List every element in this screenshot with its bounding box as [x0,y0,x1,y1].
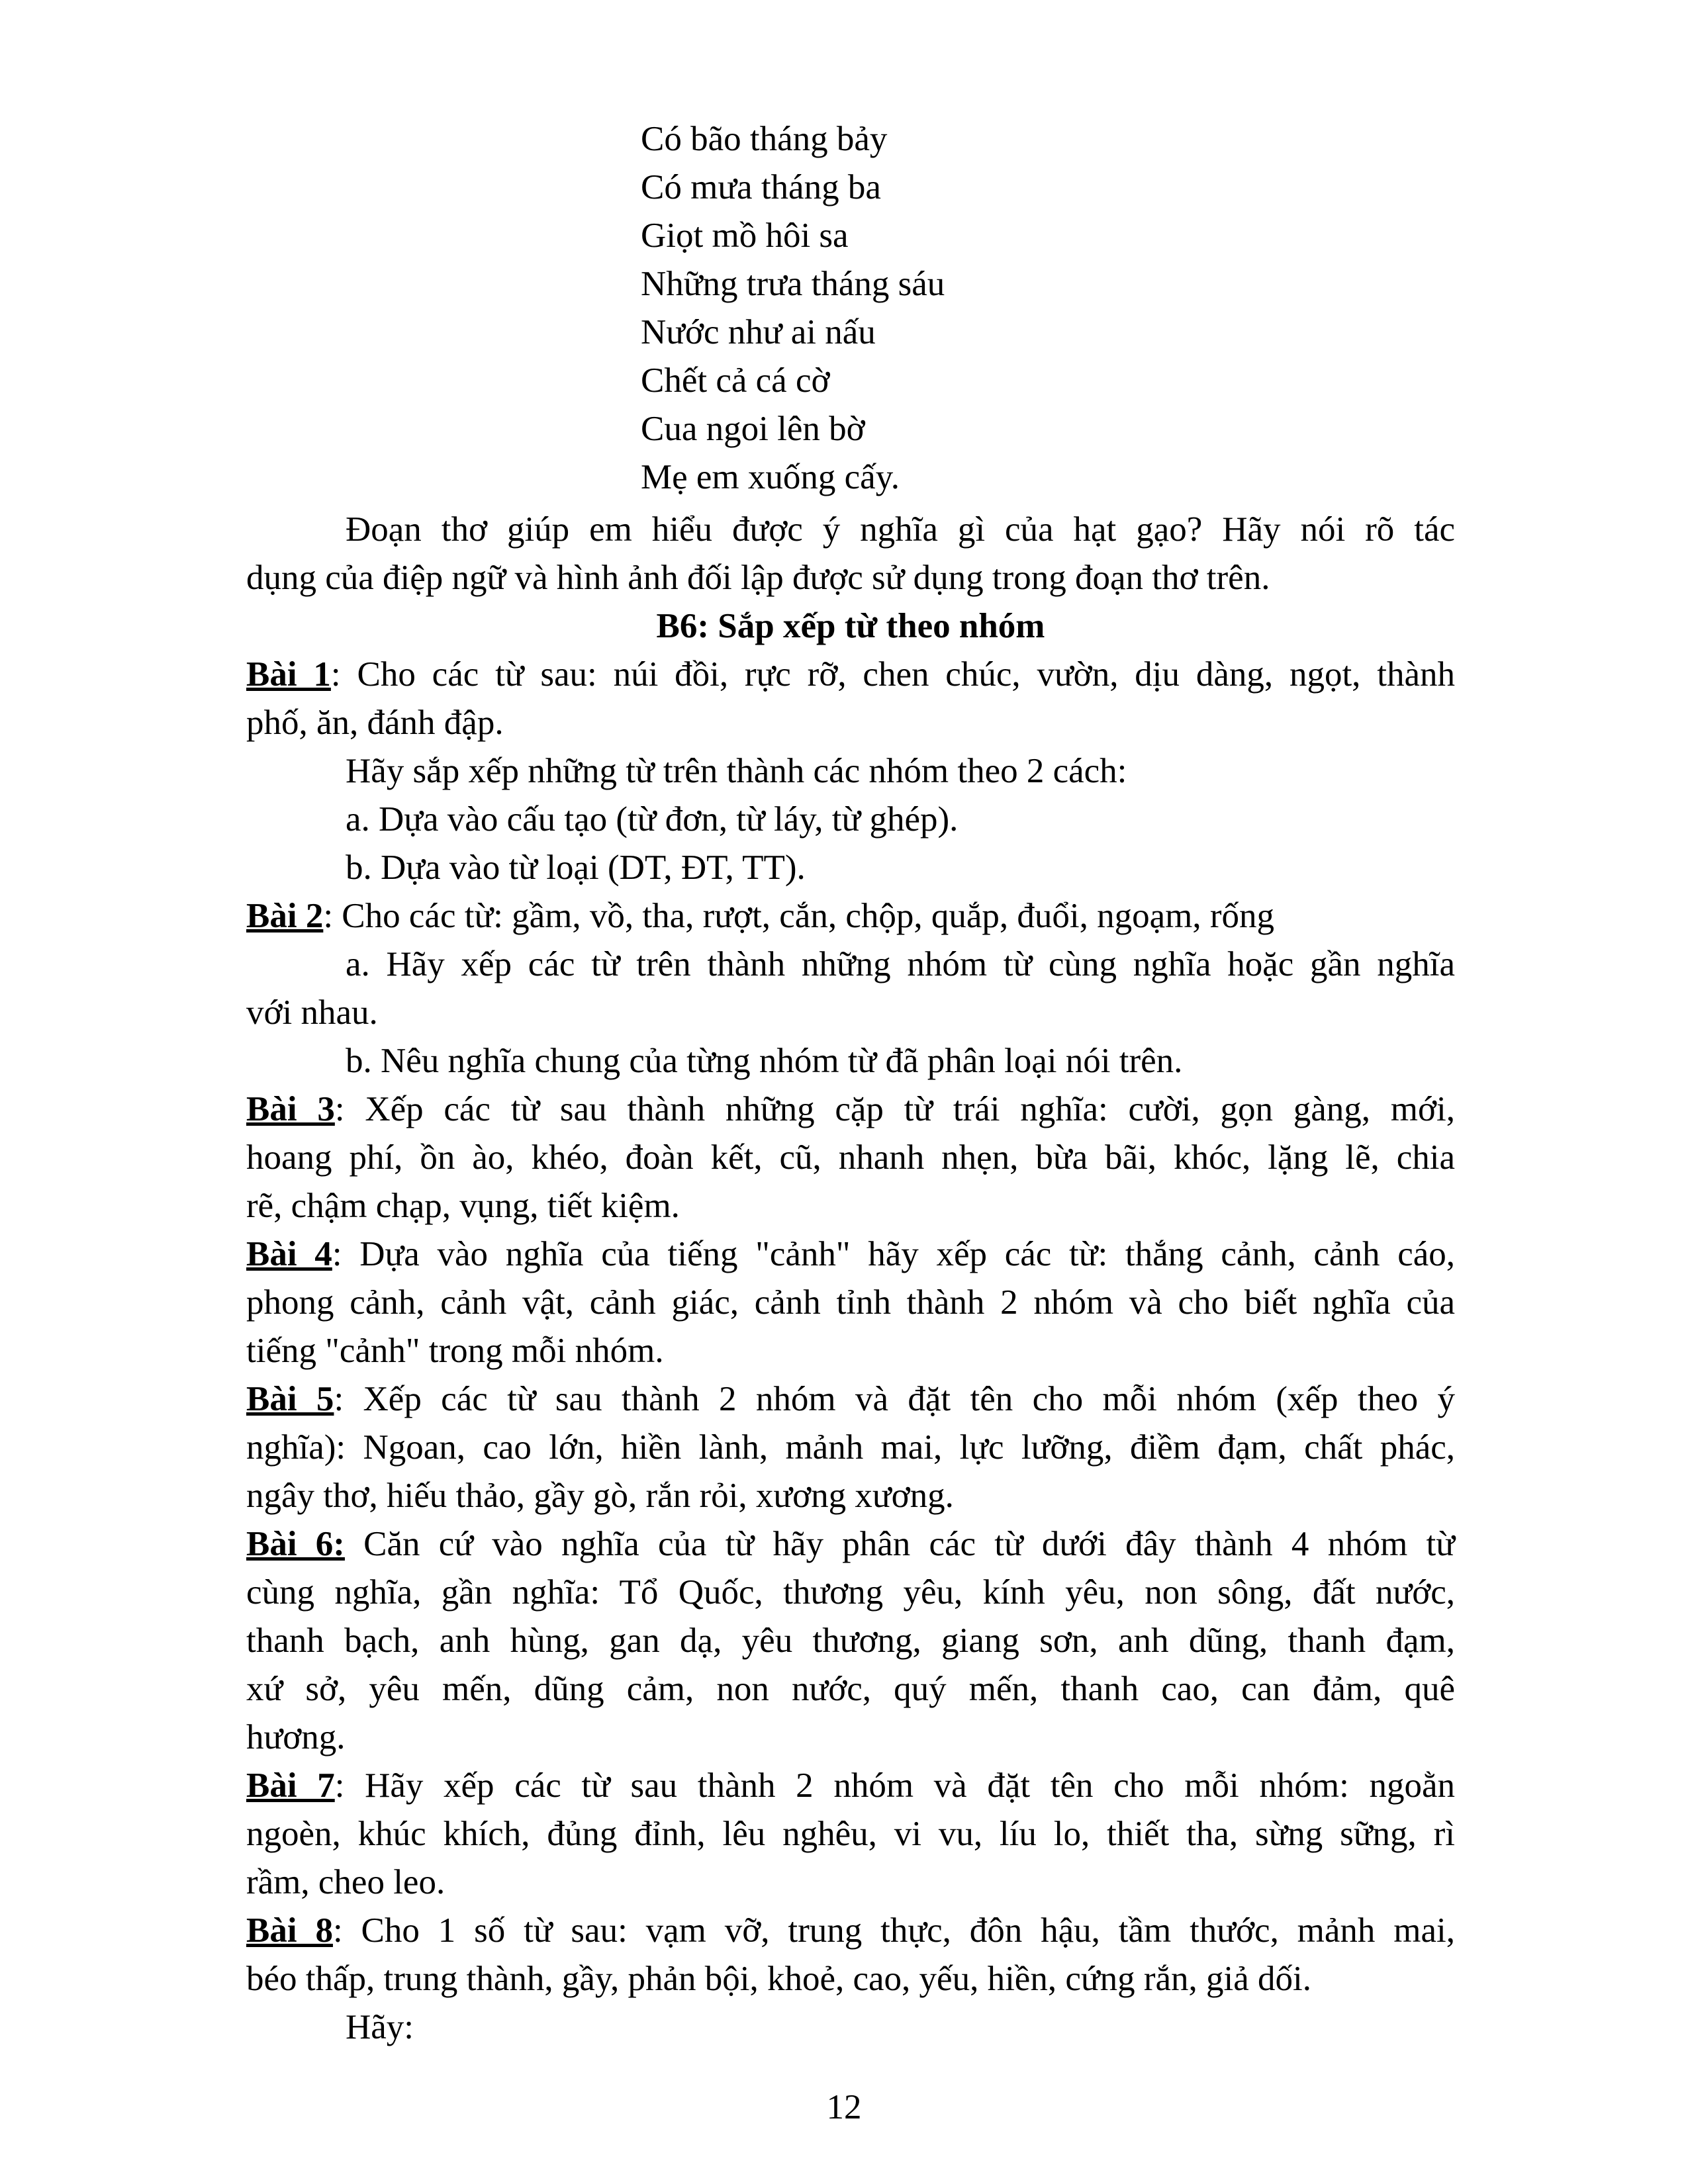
exercise-text: : Cho các từ sau: núi đồi, rực rỡ, chen chúc, vườn, dịu dàng, ngọt, thành [330,655,1456,694]
exercise-text: : Cho 1 số từ sau: vạm vỡ, trung thực, đôn hậu, tầm thước, mảnh mai, [332,1911,1456,1950]
exercise-text: : Hãy xếp các từ sau thành 2 nhóm và đặt tên cho mỗi nhóm: ngoằn [334,1766,1455,1805]
exercise-1-line: phố, ăn, đánh đập. [246,704,504,742]
exercise-7-line: ngoèn, khúc khích, đủng đỉnh, lêu nghêu, vi vu, líu lo, thiết tha, sừng sững, rì [246,1815,1455,1853]
exercise-text: : Xếp các từ sau thành 2 nhóm và đặt tên cho mỗi nhóm (xếp theo ý [334,1380,1455,1418]
exercise-label: Bài 6: [246,1525,345,1563]
exercise-6-line: xứ sở, yêu mến, dũng cảm, non nước, quý mến, thanh cao, can đảm, quê [246,1670,1455,1708]
exercise-text: Căn cứ vào nghĩa của từ hãy phân các từ dưới đây thành 4 nhóm từ [344,1525,1455,1563]
poem-line: Chết cả cá cờ [641,361,830,400]
exercise-6-line: hương. [246,1718,346,1756]
exercise-1-item-b: b. Dựa vào từ loại (DT, ĐT, TT). [346,848,806,887]
exercise-8-line: Hãy: [346,2008,414,2046]
poem-stanza [641,115,945,502]
question-line-2: dụng của điệp ngữ và hình ảnh đối lập được sử dụng trong đoạn thơ trên. [246,559,1270,597]
exercise-4 [246,1230,1455,1279]
exercise-2 [246,892,1455,940]
poem-line: Mẹ em xuống cấy. [641,458,900,496]
exercise-4-line: phong cảnh, cảnh vật, cảnh giác, cảnh tỉnh thành 2 nhóm và cho biết nghĩa của [246,1283,1455,1322]
exercise-label: Bài 4 [246,1235,332,1273]
exercise-8 [246,1907,1455,1955]
exercise-1 [246,651,1455,699]
exercise-6-line: cùng nghĩa, gần nghĩa: Tổ Quốc, thương yêu, kính yêu, non sông, đất nước, [246,1573,1455,1612]
poem-line: Nước như ai nấu [641,313,876,351]
exercise-5-line: ngây thơ, hiếu thảo, gầy gò, rắn rỏi, xương xương. [246,1477,954,1515]
exercise-5-line: nghĩa): Ngoan, cao lớn, hiền lành, mảnh mai, lực lưỡng, điềm đạm, chất phác, [246,1428,1455,1467]
exercise-7-line: rầm, cheo leo. [246,1863,445,1901]
exercise-label: Bài 5 [246,1380,334,1418]
exercise-text: : Cho các từ: gầm, vồ, tha, rượt, cắn, chộp, quắp, đuổi, ngoạm, rống [323,897,1274,935]
poem-line: Giọt mồ hôi sa [641,216,849,255]
exercise-2-line: với nhau. [246,993,378,1032]
exercise-3-line: rẽ, chậm chạp, vụng, tiết kiệm. [246,1187,680,1225]
exercise-6-line: thanh bạch, anh hùng, gan dạ, yêu thương, giang sơn, anh dũng, thanh đạm, [246,1621,1455,1660]
exercise-1-item-a: a. Dựa vào cấu tạo (từ đơn, từ láy, từ ghép). [346,800,959,839]
exercise-2-item-b: b. Nêu nghĩa chung của từng nhóm từ đã phân loại nói trên. [346,1042,1183,1080]
exercise-label: Bài 2 [246,897,324,935]
exercise-label: Bài 1 [246,655,331,694]
exercise-label: Bài 7 [246,1766,335,1805]
poem-line: Những trưa tháng sáu [641,265,945,303]
poem-line: Có mưa tháng ba [641,168,881,206]
exercise-2-item-a: a. Hãy xếp các từ trên thành những nhóm từ cùng nghĩa hoặc gần nghĩa [346,945,1455,983]
exercise-1-line: Hãy sắp xếp những từ trên thành các nhóm theo 2 cách: [346,752,1127,790]
question-line-1: Đoạn thơ giúp em hiểu được ý nghĩa gì của hạt gạo? Hãy nói rõ tác [346,510,1455,549]
section-title: B6: Sắp xếp từ theo nhóm [656,607,1045,645]
page-number: 12 [826,2088,862,2126]
exercise-text: : Dựa vào nghĩa của tiếng "cảnh" hãy xếp các từ: thắng cảnh, cảnh cáo, [332,1235,1455,1273]
exercise-3 [246,1085,1455,1134]
exercise-7 [246,1762,1455,1810]
exercise-label: Bài 3 [246,1090,335,1128]
exercise-8-line: béo thấp, trung thành, gầy, phản bội, khoẻ, cao, yếu, hiền, cứng rắn, giả dối. [246,1960,1311,1998]
exercise-3-line: hoang phí, ồn ào, khéo, đoàn kết, cũ, nhanh nhẹn, bừa bãi, khóc, lặng lẽ, chia [246,1138,1455,1177]
exercise-4-line: tiếng "cảnh" trong mỗi nhóm. [246,1332,664,1370]
exercise-text: : Xếp các từ sau thành những cặp từ trái nghĩa: cười, gọn gàng, mới, [334,1090,1455,1128]
poem-line: Cua ngoi lên bờ [641,410,865,448]
exercise-6 [246,1520,1455,1569]
exercise-label: Bài 8 [246,1911,333,1950]
exercise-5 [246,1375,1455,1424]
poem-line: Có bão tháng bảy [641,120,888,158]
document-body [246,506,1455,2052]
